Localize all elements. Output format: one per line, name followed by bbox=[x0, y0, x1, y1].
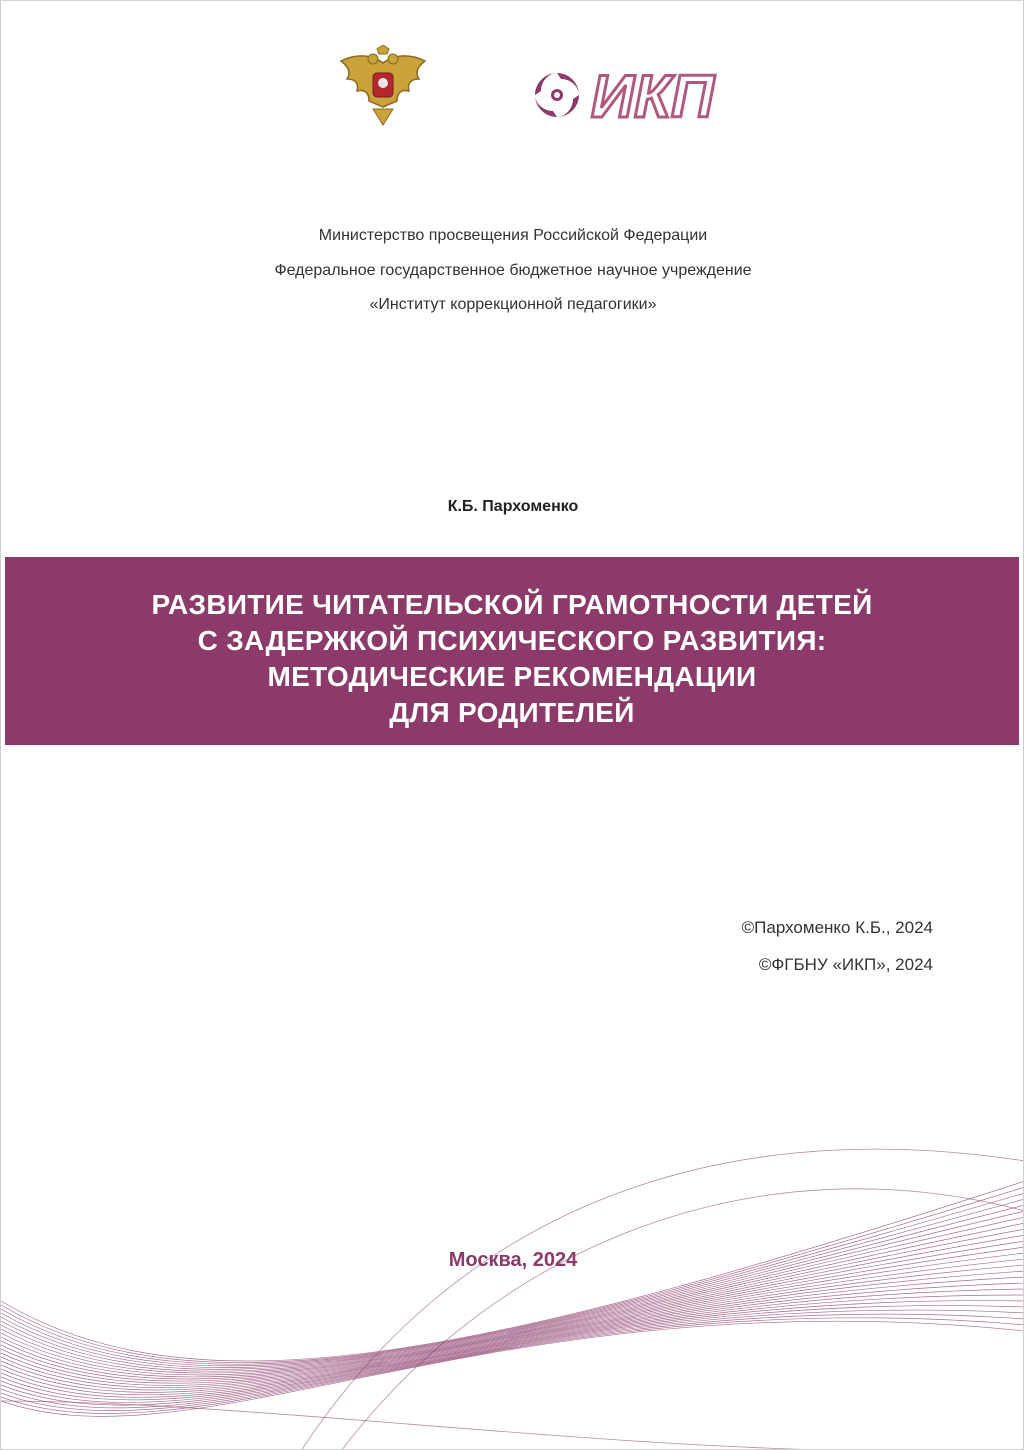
author-name: К.Б. Пархоменко bbox=[447, 498, 579, 515]
double-headed-eagle-icon bbox=[335, 45, 431, 129]
institution-name: «Институт коррекционной педагогики» bbox=[369, 296, 657, 313]
wave-line bbox=[1, 1289, 1024, 1397]
title-line-3: МЕТОДИЧЕСКИЕ РЕКОМЕНДАЦИИ bbox=[267, 661, 757, 692]
ikp-logo-text: ИКП bbox=[591, 63, 715, 127]
institution-type: Федеральное государственное бюджетное научное учреждение bbox=[274, 262, 752, 279]
spiral-icon bbox=[535, 73, 579, 117]
copyright-author: ©Пархоменко К.Б., 2024 bbox=[741, 918, 933, 937]
title-line-1: РАЗВИТИЕ ЧИТАТЕЛЬСКОЙ ГРАМОТНОСТИ ДЕТЕЙ bbox=[151, 589, 873, 620]
wave-line bbox=[1, 1301, 1024, 1403]
title-line-2: С ЗАДЕРЖКОЙ ПСИХИЧЕСКОГО РАЗВИТИЯ: bbox=[197, 625, 827, 656]
decorative-wave-lines bbox=[1, 1101, 1024, 1450]
wave-line bbox=[1, 1265, 1024, 1388]
title-line-4: ДЛЯ РОДИТЕЛЕЙ bbox=[389, 697, 635, 728]
ikp-logo bbox=[529, 63, 759, 127]
copyright-institution: ©ФГБНУ «ИКП», 2024 bbox=[758, 955, 933, 974]
ministry-name: Министерство просвещения Российской Федерации bbox=[318, 227, 708, 244]
city-year: Москва, 2024 bbox=[448, 1249, 578, 1271]
wave-arc bbox=[1, 1401, 901, 1450]
wave-arc bbox=[301, 1149, 1024, 1450]
wave-line bbox=[1, 1223, 1024, 1373]
